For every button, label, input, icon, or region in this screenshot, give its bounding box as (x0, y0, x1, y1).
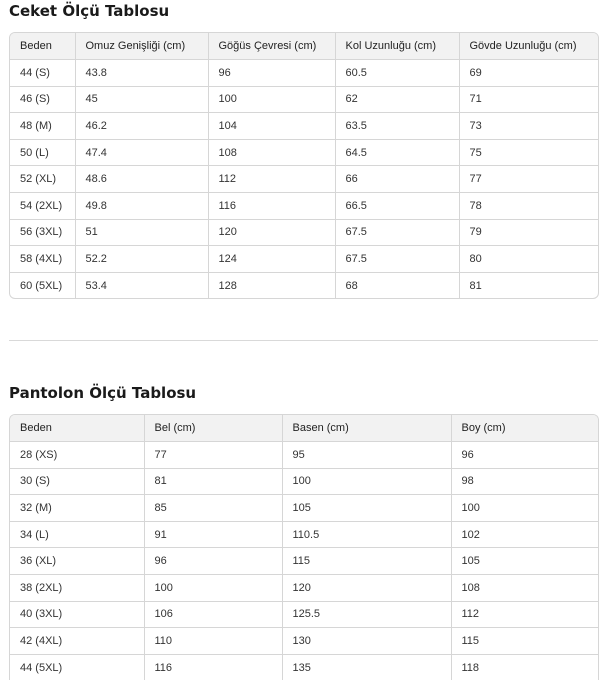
size-cell: 28 (XS) (10, 442, 144, 469)
measurement-cell: 96 (208, 60, 335, 87)
measurement-cell: 77 (459, 166, 598, 193)
measurement-cell: 63.5 (335, 113, 459, 140)
measurement-cell: 100 (208, 86, 335, 113)
size-cell: 48 (M) (10, 113, 75, 140)
measurement-cell: 104 (208, 113, 335, 140)
measurement-cell: 108 (451, 574, 598, 601)
measurement-cell: 96 (144, 548, 282, 575)
table-row (10, 654, 598, 680)
measurement-cell: 116 (208, 192, 335, 219)
table-row (10, 272, 598, 298)
measurement-cell: 100 (144, 574, 282, 601)
measurement-cell: 48.6 (75, 166, 208, 193)
measurement-cell: 73 (459, 113, 598, 140)
table-row (10, 246, 598, 273)
table-row (10, 60, 598, 87)
jacket-size-table-container (9, 32, 599, 299)
column-header: Kol Uzunluğu (cm) (335, 33, 459, 60)
measurement-cell: 43.8 (75, 60, 208, 87)
table-row (10, 113, 598, 140)
column-header: Omuz Genişliği (cm) (75, 33, 208, 60)
measurement-cell: 108 (208, 139, 335, 166)
size-cell: 56 (3XL) (10, 219, 75, 246)
measurement-cell: 81 (144, 468, 282, 495)
measurement-cell: 53.4 (75, 272, 208, 298)
table-row (10, 86, 598, 113)
size-cell: 30 (S) (10, 468, 144, 495)
measurement-cell: 116 (144, 654, 282, 680)
measurement-cell: 120 (208, 219, 335, 246)
measurement-cell: 45 (75, 86, 208, 113)
measurement-cell: 49.8 (75, 192, 208, 219)
table-row (10, 521, 598, 548)
measurement-cell: 106 (144, 601, 282, 628)
measurement-cell: 69 (459, 60, 598, 87)
table-row (10, 495, 598, 522)
pants-size-table-container (9, 414, 599, 680)
measurement-cell: 91 (144, 521, 282, 548)
measurement-cell: 115 (282, 548, 451, 575)
measurement-cell: 47.4 (75, 139, 208, 166)
table-row (10, 139, 598, 166)
table-row (10, 574, 598, 601)
size-cell: 46 (S) (10, 86, 75, 113)
measurement-cell: 115 (451, 628, 598, 655)
measurement-cell: 71 (459, 86, 598, 113)
size-cell: 44 (S) (10, 60, 75, 87)
table-row (10, 192, 598, 219)
measurement-cell: 98 (451, 468, 598, 495)
size-cell: 54 (2XL) (10, 192, 75, 219)
column-header: Gövde Uzunluğu (cm) (459, 33, 598, 60)
column-header: Beden (10, 415, 144, 442)
column-header: Bel (cm) (144, 415, 282, 442)
measurement-cell: 66.5 (335, 192, 459, 219)
table-row (10, 219, 598, 246)
size-cell: 32 (M) (10, 495, 144, 522)
size-cell: 38 (2XL) (10, 574, 144, 601)
pants-size-table-title: Pantolon Ölçü Tablosu (9, 384, 197, 402)
measurement-cell: 128 (208, 272, 335, 298)
measurement-cell: 110 (144, 628, 282, 655)
measurement-cell: 64.5 (335, 139, 459, 166)
size-cell: 52 (XL) (10, 166, 75, 193)
column-header: Beden (10, 33, 75, 60)
table-header-row (10, 415, 598, 442)
measurement-cell: 112 (208, 166, 335, 193)
measurement-cell: 130 (282, 628, 451, 655)
measurement-cell: 85 (144, 495, 282, 522)
size-cell: 34 (L) (10, 521, 144, 548)
table-row (10, 166, 598, 193)
measurement-cell: 100 (451, 495, 598, 522)
measurement-cell: 105 (451, 548, 598, 575)
size-cell: 36 (XL) (10, 548, 144, 575)
table-header-row (10, 33, 598, 60)
measurement-cell: 62 (335, 86, 459, 113)
size-cell: 50 (L) (10, 139, 75, 166)
measurement-cell: 102 (451, 521, 598, 548)
measurement-cell: 124 (208, 246, 335, 273)
measurement-cell: 75 (459, 139, 598, 166)
size-cell: 44 (5XL) (10, 654, 144, 680)
measurement-cell: 78 (459, 192, 598, 219)
table-row (10, 468, 598, 495)
jacket-size-table (10, 33, 598, 298)
measurement-cell: 46.2 (75, 113, 208, 140)
measurement-cell: 95 (282, 442, 451, 469)
measurement-cell: 60.5 (335, 60, 459, 87)
measurement-cell: 77 (144, 442, 282, 469)
measurement-cell: 135 (282, 654, 451, 680)
measurement-cell: 51 (75, 219, 208, 246)
measurement-cell: 80 (459, 246, 598, 273)
measurement-cell: 68 (335, 272, 459, 298)
size-cell: 60 (5XL) (10, 272, 75, 298)
column-header: Basen (cm) (282, 415, 451, 442)
measurement-cell: 96 (451, 442, 598, 469)
size-cell: 40 (3XL) (10, 601, 144, 628)
size-cell: 42 (4XL) (10, 628, 144, 655)
measurement-cell: 110.5 (282, 521, 451, 548)
measurement-cell: 67.5 (335, 246, 459, 273)
measurement-cell: 81 (469, 279, 482, 292)
table-row (10, 548, 598, 575)
table-row (10, 628, 598, 655)
measurement-cell: 112 (451, 601, 598, 628)
measurement-cell: 67.5 (335, 219, 459, 246)
jacket-size-table-title: Ceket Ölçü Tablosu (9, 2, 170, 20)
measurement-cell: 100 (282, 468, 451, 495)
measurement-cell: 125.5 (282, 601, 451, 628)
measurement-cell: 118 (451, 654, 598, 680)
table-row (10, 442, 598, 469)
measurement-cell: 52.2 (75, 246, 208, 273)
measurement-cell: 79 (459, 219, 598, 246)
measurement-cell: 105 (282, 495, 451, 522)
measurement-cell: 120 (282, 574, 451, 601)
section-divider (9, 340, 598, 341)
measurement-cell: 66 (335, 166, 459, 193)
table-row (10, 601, 598, 628)
column-header: Göğüs Çevresi (cm) (208, 33, 335, 60)
size-cell: 58 (4XL) (10, 246, 75, 273)
column-header: Boy (cm) (451, 415, 598, 442)
pants-size-table (10, 415, 598, 680)
